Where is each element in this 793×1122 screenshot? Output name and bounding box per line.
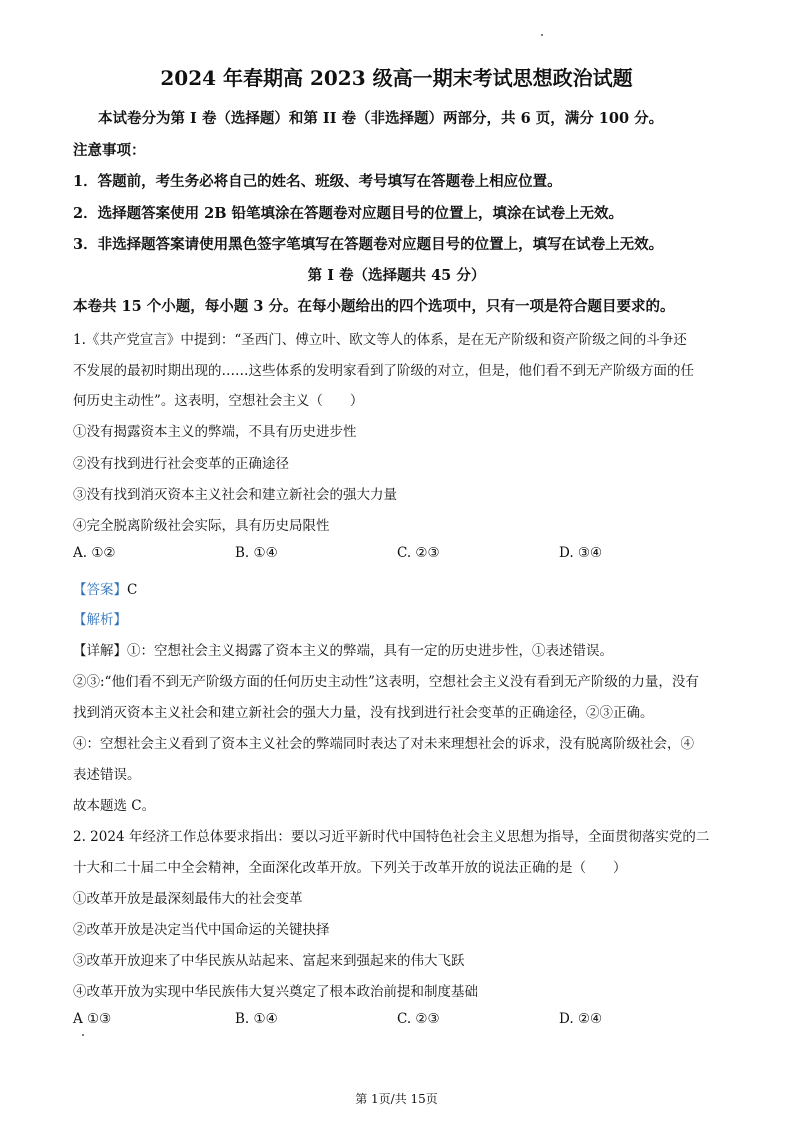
q1-answer-row xyxy=(73,578,137,598)
page-footer: 第 1页/共 15页 xyxy=(355,1092,438,1106)
q2-option-c: C. ②③ xyxy=(397,1011,440,1027)
q1-detail-line: 找到消灭资本主义社会和建立新社会的强大力量，没有找到进行社会变革的正确途径，②③正确。 xyxy=(73,705,654,721)
answer-value: C xyxy=(127,582,138,598)
q1-option-a: A. ①② xyxy=(73,545,116,561)
notice-item: 3．非选择题答案请使用黑色签字笔填写在答题卷对应题目号的位置上，填写在试卷上无效。 xyxy=(73,236,664,253)
q2-stem-line: 十大和二十届二中全会精神，全面深化改革开放。下列关于改革开放的说法正确的是（ ） xyxy=(73,860,627,876)
q2-option-d: D. ②④ xyxy=(559,1011,603,1027)
q1-option-d: D. ③④ xyxy=(559,545,603,561)
scan-dot xyxy=(82,1034,84,1036)
q2-item: ①改革开放是最深刻最伟大的社会变革 xyxy=(73,891,303,907)
q2-option-a: A ①③ xyxy=(73,1011,112,1027)
notice-item: 1．答题前，考生务必将自己的姓名、班级、考号填写在答题卷上相应位置。 xyxy=(73,173,562,190)
answer-label: 【答案】 xyxy=(73,582,127,598)
intro-text: 本试卷分为第 I 卷（选择题）和第 II 卷（非选择题）两部分，共 6 页，满分 100 分。 xyxy=(98,110,664,127)
section-instruction: 本卷共 15 个小题，每小题 3 分。在每小题给出的四个选项中，只有一项是符合题目要求的。 xyxy=(73,298,675,315)
q1-detail-line: 表述错误。 xyxy=(73,767,141,783)
q1-item: ④完全脱离阶级社会实际，具有历史局限性 xyxy=(73,518,330,534)
q2-item: ②改革开放是决定当代中国命运的关键抉择 xyxy=(73,922,330,938)
section-title: 第 I 卷（选择题共 45 分） xyxy=(307,267,486,284)
q1-detail-line xyxy=(73,639,613,659)
notice-title: 注意事项： xyxy=(73,142,146,159)
q1-item: ③没有找到消灭资本主义社会和建立新社会的强大力量 xyxy=(73,487,397,503)
q1-stem-line: 不发展的最初时期出现的……这些体系的发明家看到了阶级的对立，但是，他们看不到无产阶级方面的任 xyxy=(73,363,694,379)
q1-detail-line: ②③:“他们看不到无产阶级方面的任何历史主动性”这表明，空想社会主义没有看到无产阶级的力量，没有 xyxy=(73,674,699,690)
analysis-label: 【解析】 xyxy=(73,612,127,628)
detail-label: 【详解】 xyxy=(73,643,127,659)
q2-item: ④改革开放为实现中华民族伟大复兴奠定了根本政治前提和制度基础 xyxy=(73,984,478,1000)
q1-option-c: C. ②③ xyxy=(397,545,440,561)
q1-item: ②没有找到进行社会变革的正确途径 xyxy=(73,456,289,472)
detail-text: ①：空想社会主义揭露了资本主义的弊端，具有一定的历史进步性，①表述错误。 xyxy=(127,643,613,659)
q1-stem-line: 1.《共产党宣言》中提到：“圣西门、傅立叶、欧文等人的体系，是在无产阶级和资产阶级之间的斗争还 xyxy=(73,332,687,348)
q2-stem-line: 2. 2024 年经济工作总体要求指出：要以习近平新时代中国特色社会主义思想为指导，全面贯彻落实党的二 xyxy=(73,829,710,845)
q1-option-b: B. ①④ xyxy=(235,545,278,561)
q2-item: ③改革开放迎来了中华民族从站起来、富起来到强起来的伟大飞跃 xyxy=(73,953,465,969)
scan-dot xyxy=(541,34,543,36)
notice-item: 2．选择题答案使用 2B 铅笔填涂在答题卷对应题目号的位置上，填涂在试卷上无效。 xyxy=(73,205,624,222)
q1-detail-line: ④：空想社会主义看到了资本主义社会的弊端同时表达了对未来理想社会的诉求，没有脱离阶级社会，④ xyxy=(73,736,694,752)
q2-option-b: B. ①④ xyxy=(235,1011,278,1027)
q1-stem-line: 何历史主动性”。这表明，空想社会主义（ ） xyxy=(73,393,364,409)
q1-detail-line: 故本题选 C。 xyxy=(73,798,156,814)
q1-item: ①没有揭露资本主义的弊端，不具有历史进步性 xyxy=(73,424,357,440)
page-title: 2024 年春期高 2023 级高一期末考试思想政治试题 xyxy=(160,66,633,90)
